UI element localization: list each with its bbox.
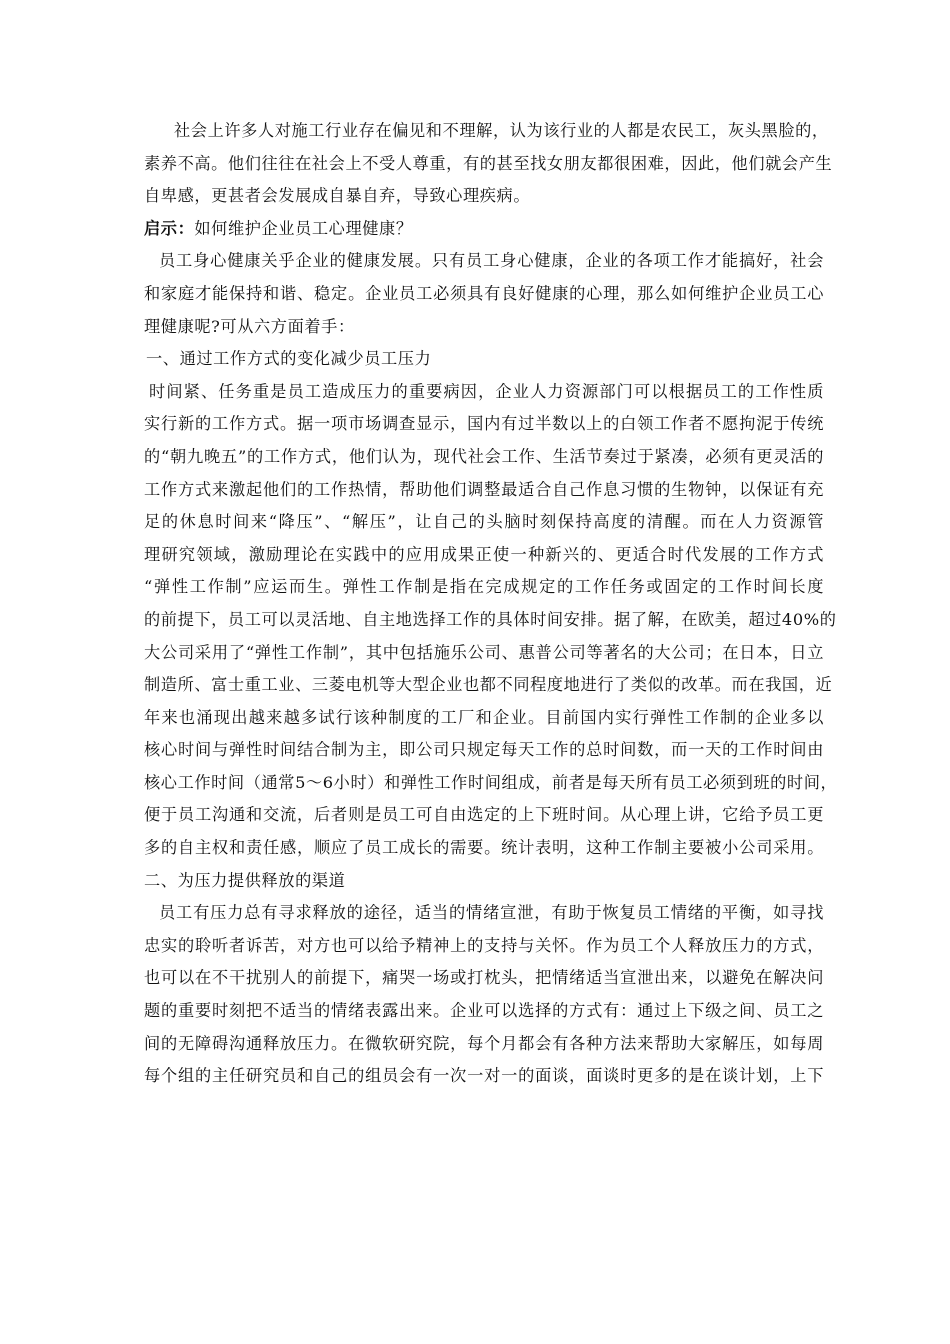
paragraph-line: 间的无障碍沟通释放压力。在微软研究院，每个月都会有各种方法来帮助大家解压，如每周: [144, 1033, 824, 1053]
paragraph-line: 素养不高。他们往往在社会上不受人尊重，有的甚至找女朋友都很困难，因此，他们就会产生: [144, 153, 833, 173]
document-body: [144, 115, 838, 1093]
paragraph-line: 制造所、富士重工业、三菱电机等大型企业也都不同程度地进行了类似的改革。而在我国，近: [144, 675, 833, 695]
insight-label: 启示：: [144, 218, 195, 238]
paragraph-line: 大公司采用了“弹性工作制”，其中包括施乐公司、惠普公司等著名的大公司；在日本，日立: [144, 642, 824, 662]
paragraph-line: 也可以在不干扰别人的前提下，痛哭一场或打枕头，把情绪适当宣泄出来，以避免在解决问: [144, 968, 824, 988]
paragraph-line: 理研究领域，激励理论在实践中的应用成果正使一种新兴的、更适合时代发展的工作方式: [144, 544, 824, 564]
paragraph-line: 忠实的聆听者诉苦，对方也可以给予精神上的支持与关怀。作为员工个人释放压力的方式，: [144, 935, 824, 955]
paragraph-line: 的前提下，员工可以灵活地、自主地选择工作的具体时间安排。据了解，在欧美，超过40%的: [144, 609, 837, 629]
paragraph-line: 实行新的工作方式。据一项市场调查显示，国内有过半数以上的白领工作者不愿拘泥于传统: [144, 414, 824, 434]
section-heading: 一、通过工作方式的变化减少员工压力: [146, 349, 432, 369]
paragraph-line: 理健康呢?可从六方面着手：: [144, 316, 355, 336]
paragraph-line: 工作方式来激起他们的工作热情，帮助他们调整最适合自己作息习惯的生物钟，以保证有充: [144, 479, 824, 499]
paragraph-line: 便于员工沟通和交流，后者则是员工可自由选定的上下班时间。从心理上讲，它给予员工更: [144, 805, 824, 825]
insight-line: [144, 213, 824, 246]
paragraph-line: 员工有压力总有寻求释放的途径，适当的情绪宣泄，有助于恢复员工情绪的平衡，如寻找: [159, 903, 824, 923]
paragraph-line: 多的自主权和责任感，顺应了员工成长的需要。统计表明，这种工作制主要被小公司采用。: [144, 838, 824, 858]
insight-text: 如何维护企业员工心理健康？: [194, 218, 413, 238]
paragraph-line: 年来也涌现出越来越多试行该种制度的工厂和企业。目前国内实行弹性工作制的企业多以: [144, 707, 824, 727]
paragraph-line: 的“朝九晚五”的工作方式，他们认为，现代社会工作、生活节奏过于紧凑，必须有更灵活的: [144, 446, 824, 466]
paragraph-line: 题的重要时刻把不适当的情绪表露出来。企业可以选择的方式有：通过上下级之间、员工之: [144, 1001, 824, 1021]
section-heading: 二、为压力提供释放的渠道: [144, 870, 346, 890]
paragraph-line: 时间紧、任务重是员工造成压力的重要病因，企业人力资源部门可以根据员工的工作性质: [149, 381, 824, 401]
paragraph-line: “弹性工作制”应运而生。弹性工作制是指在完成规定的工作任务或固定的工作时间长度: [144, 577, 824, 597]
paragraph-line: 足的休息时间来“降压”、“解压”，让自己的头脑时刻保持高度的清醒。而在人力资源管: [144, 512, 824, 532]
paragraph-line: 社会上许多人对施工行业存在偏见和不理解，认为该行业的人都是农民工，灰头黑脸的，: [174, 121, 829, 140]
paragraph-line: 和家庭才能保持和谐、稳定。企业员工必须具有良好健康的心理，那么如何维护企业员工心: [144, 283, 824, 303]
paragraph-line: 核心时间与弹性时间结合制为主，即公司只规定每天工作的总时间数，而一天的工作时间由: [144, 740, 824, 760]
paragraph-line: 员工身心健康关乎企业的健康发展。只有员工身心健康，企业的各项工作才能搞好，社会: [159, 251, 824, 271]
paragraph-line: 核心工作时间（通常5～6小时）和弹性工作时间组成，前者是每天所有员工必须到班的时间，: [144, 772, 838, 792]
paragraph-line: 自卑感，更甚者会发展成自暴自弃，导致心理疾病。: [144, 186, 531, 206]
paragraph-line: 每个组的主任研究员和自己的组员会有一次一对一的面谈，面谈时更多的是在谈计划，上下: [144, 1066, 824, 1086]
